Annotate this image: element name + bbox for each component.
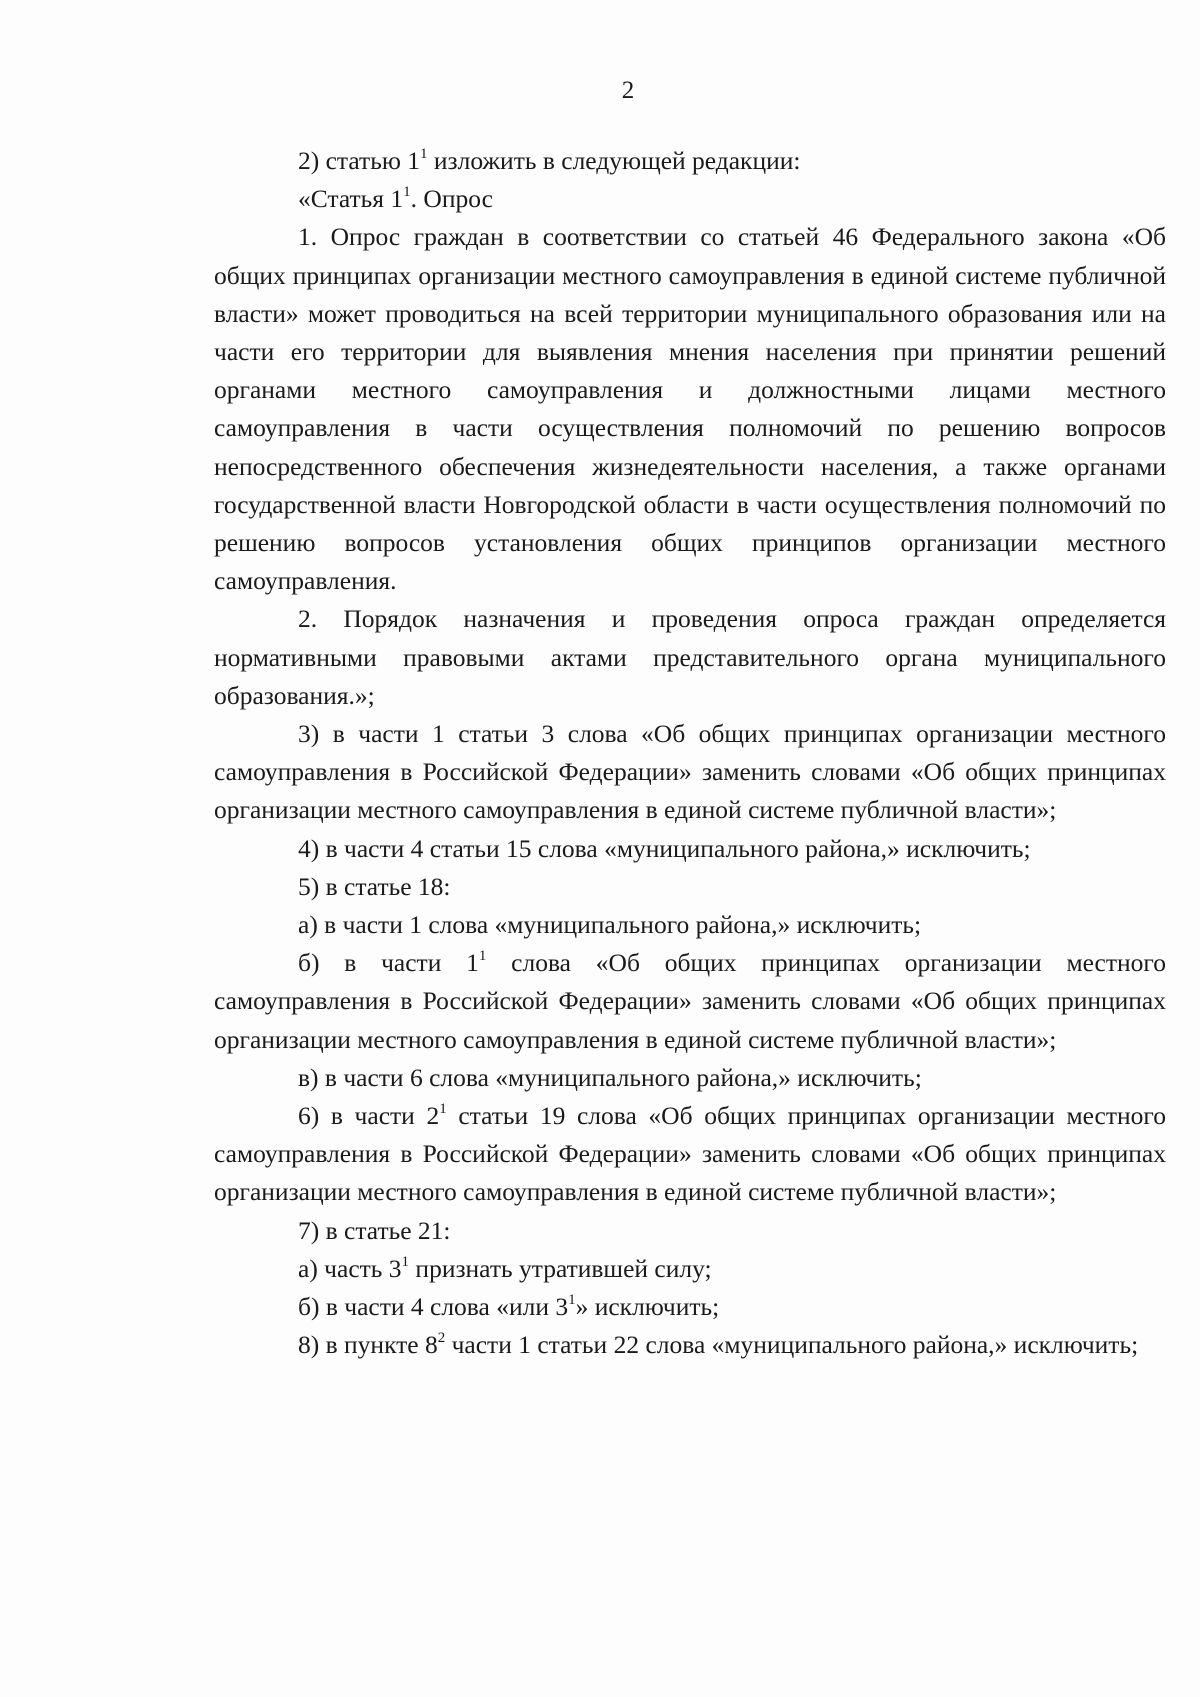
document-body <box>214 142 1166 1365</box>
superscript: 1 <box>478 948 487 965</box>
paragraph-text: «Статья 1 <box>298 184 404 214</box>
paragraph-item-5a: а) в части 1 слова «муниципального района,» исключить; <box>298 910 922 940</box>
paragraph-text: 8) в пункте 8 <box>298 1330 438 1360</box>
paragraph-text: а) часть 3 <box>298 1253 402 1283</box>
paragraph-text: 6) в части 2 <box>298 1101 440 1131</box>
superscript: 1 <box>568 1291 576 1308</box>
superscript: 1 <box>401 1253 410 1270</box>
article-heading <box>214 180 1166 218</box>
paragraph-item-7: 7) в статье 21: <box>298 1215 451 1245</box>
paragraph-text: б) в части 4 слова «или 3 <box>298 1292 569 1322</box>
paragraph-text: б) в части 1 <box>298 948 479 978</box>
paragraph-survey-part-1: 1. Опрос граждан в соответствии со статьей 46 Федерального закона «Об общих принципах организации местного самоуправления в единой системе публичной власти» может проводиться на всей территории муниципального образования или на части его территории для выявления мнения населения при принятии решений органами местного самоуправления и должностными лицами местного самоуправления в части осуществления полномочий по решению вопросов непосредственного обеспечения жизнедеятельности населения, а также органами государственной власти Новгородской области в части осуществления полномочий по решению вопросов установления общих принципов организации местного самоуправления. <box>214 222 1166 596</box>
paragraph-item-4: 4) в части 4 статьи 15 слова «муниципального района,» исключить; <box>298 833 1031 863</box>
paragraph-item-7a <box>214 1250 1166 1288</box>
superscript: 1 <box>420 145 428 162</box>
superscript: 1 <box>403 183 411 200</box>
paragraph-text-tail: признать утратившей силу; <box>409 1253 712 1283</box>
paragraph-survey-part-2: 2. Порядок назначения и проведения опроса граждан определяется нормативными правовыми актами представительного органа муниципального образования.»; <box>214 604 1166 710</box>
paragraph-item-3: 3) в части 1 статьи 3 слова «Об общих принципах организации местного самоуправления в Российской Федерации» заменить словами «Об общих принципах организации местного самоуправления в единой системе публичной власти»; <box>214 719 1166 825</box>
paragraph-item-6 <box>214 1097 1166 1212</box>
paragraph-item-7b <box>214 1288 1166 1326</box>
paragraph-text-tail: части 1 статьи 22 слова «муниципального района,» исключить; <box>445 1330 1139 1360</box>
paragraph-item-5v: в) в части 6 слова «муниципального района,» исключить; <box>298 1062 922 1092</box>
paragraph-item-8 <box>214 1326 1166 1364</box>
page-number: 2 <box>621 77 635 104</box>
paragraph-item-2 <box>214 142 1166 180</box>
paragraph-text-tail: слова «Об общих принципах организации местного самоуправления в Российской Федерации» заменить словами «Об общих принципах организации местного самоуправления в единой системе публичной власти»; <box>214 948 1166 1054</box>
paragraph-text-tail: » исключить; <box>575 1292 720 1322</box>
paragraph-text-tail: статьи 19 слова «Об общих принципах организации местного самоуправления в Российской Федерации» заменить словами «Об общих принципах организации местного самоуправления в единой системе публичной власти»; <box>214 1101 1166 1207</box>
paragraph-text-tail: изложить в следующей редакции: <box>427 146 801 175</box>
paragraph-item-5: 5) в статье 18: <box>298 871 451 901</box>
superscript: 2 <box>437 1330 446 1347</box>
superscript: 1 <box>439 1100 447 1117</box>
paragraph-text: 2) статью 1 <box>298 146 420 175</box>
paragraph-text-tail: . Опрос <box>410 184 493 214</box>
paragraph-item-5b <box>214 944 1166 1059</box>
